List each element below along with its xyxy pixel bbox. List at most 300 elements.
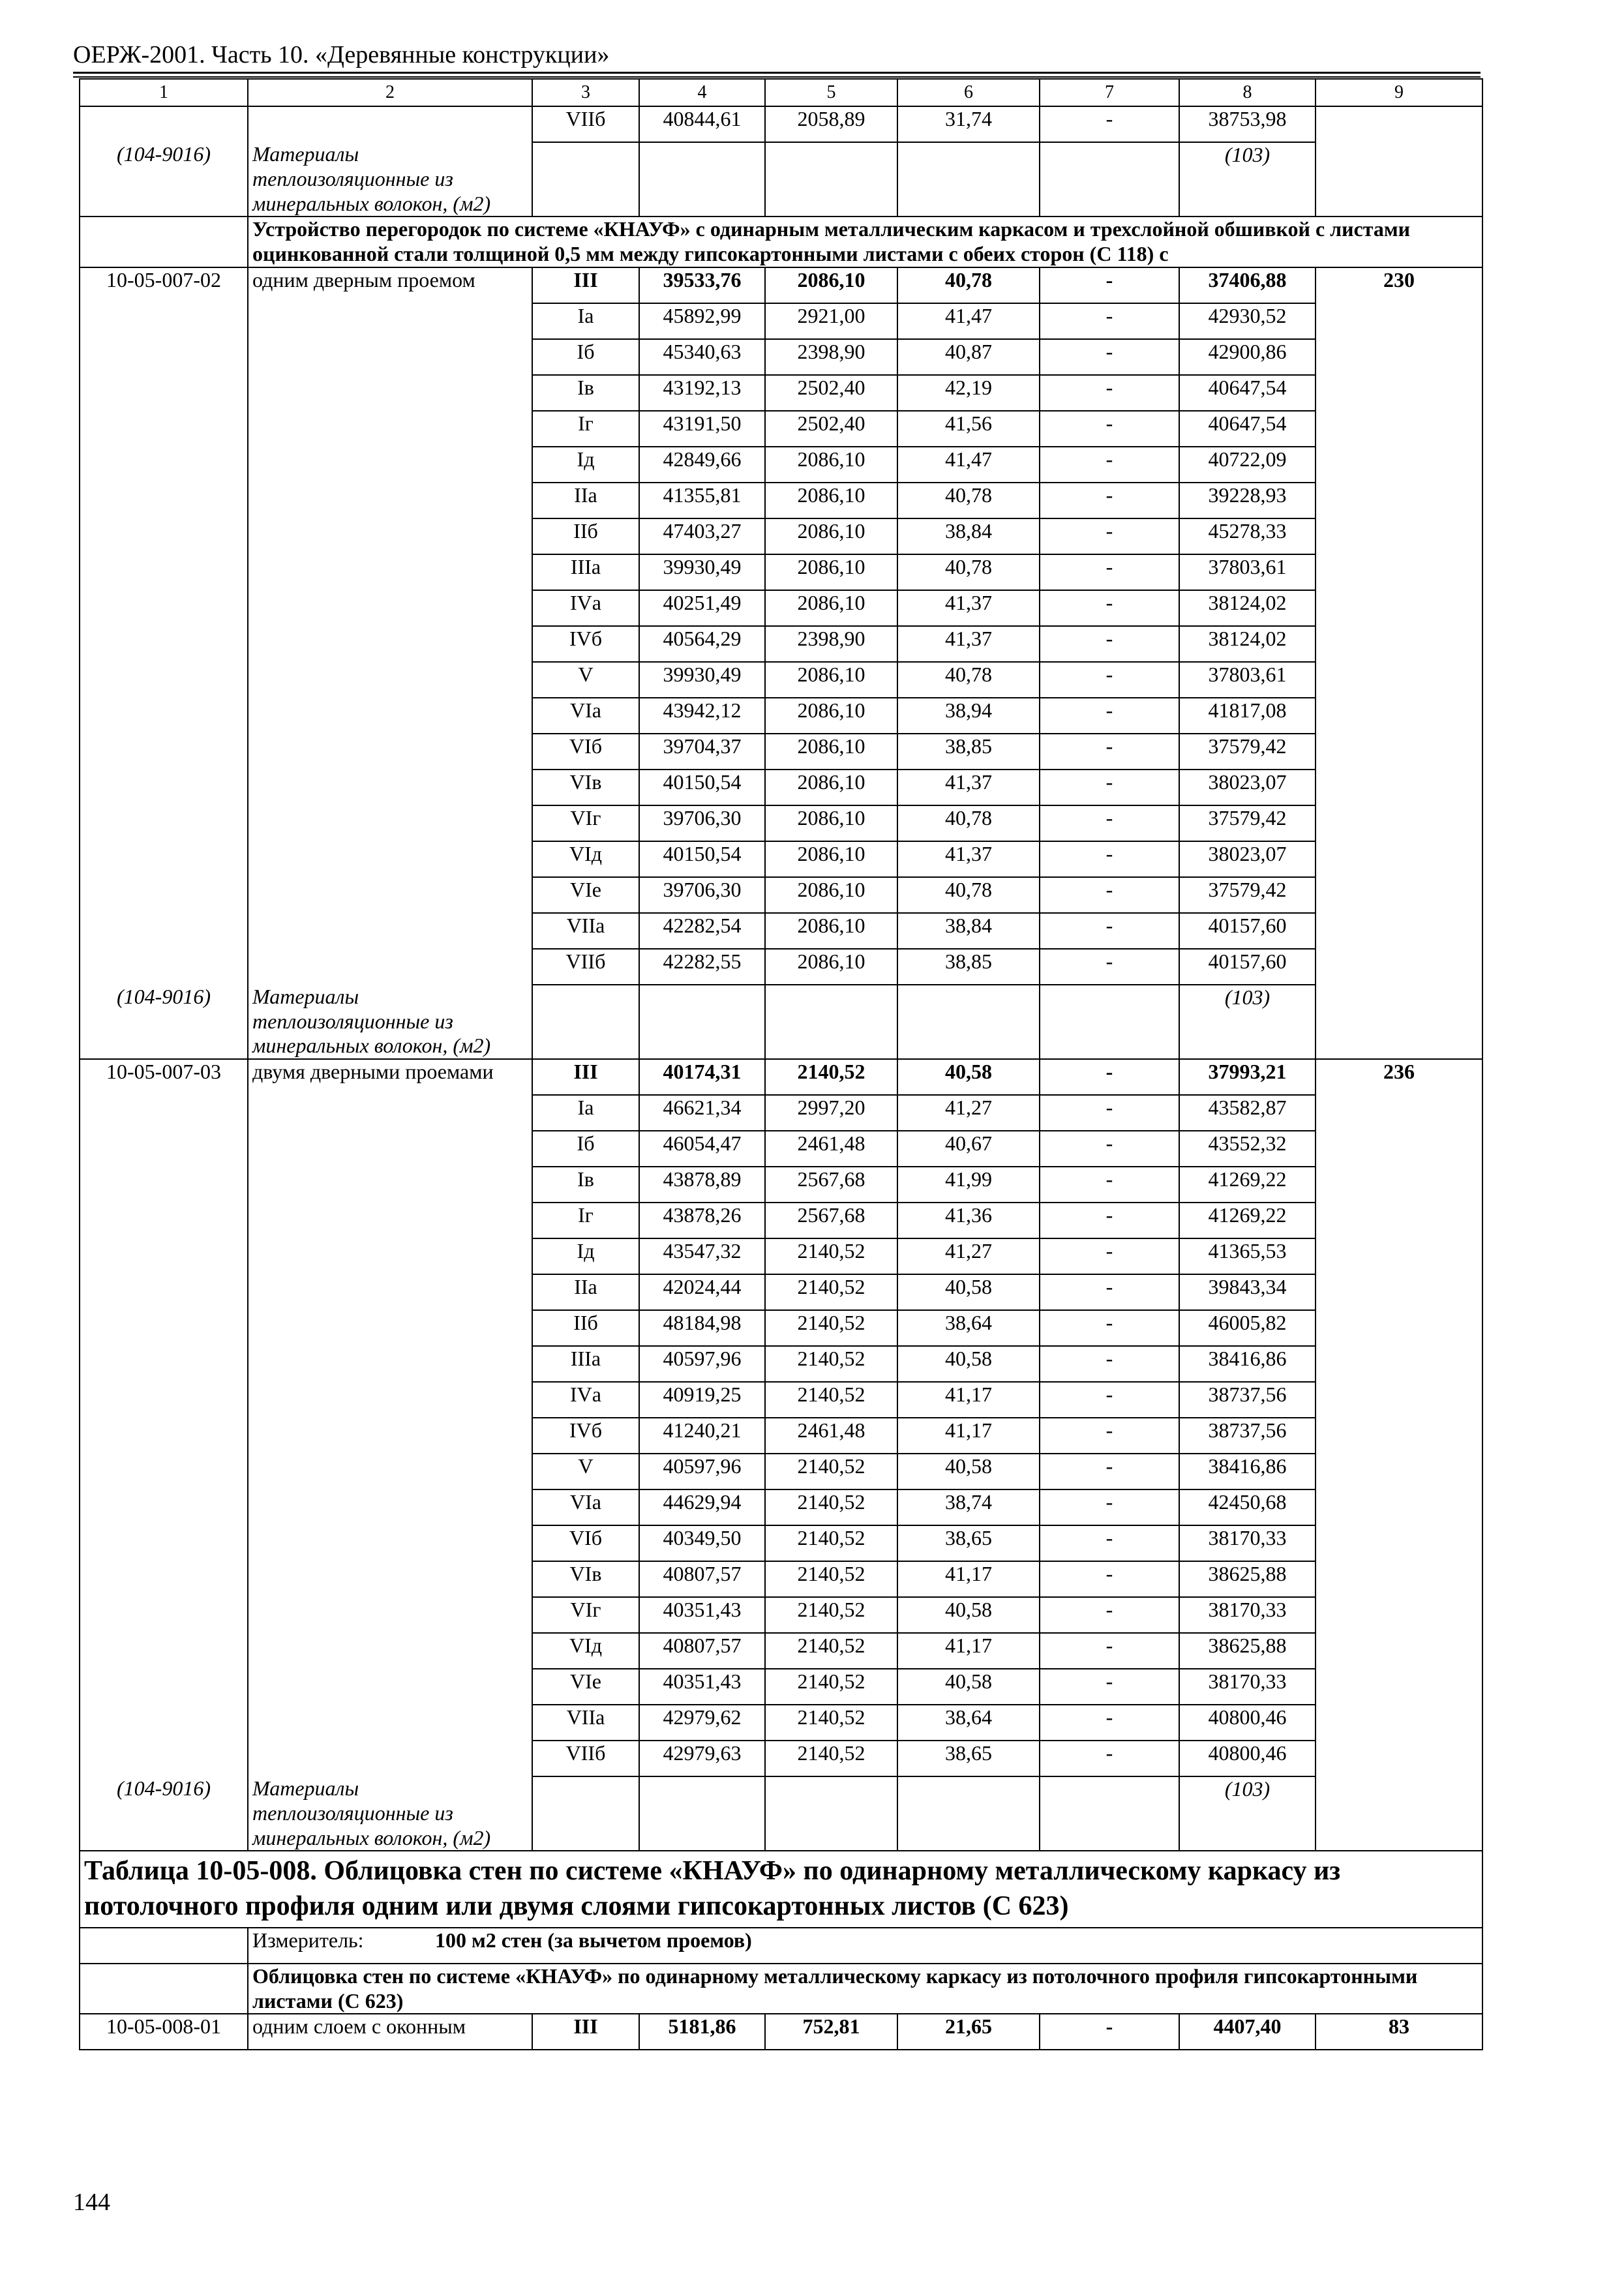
value-cell: 38416,86 [1179, 1346, 1316, 1382]
zone-cell: VIе [532, 877, 639, 913]
value-cell: - [1040, 2014, 1179, 2050]
value-cell: 38737,56 [1179, 1418, 1316, 1454]
material-row [80, 985, 1482, 1059]
value-cell: 41,99 [897, 1167, 1040, 1203]
zone-cell: III [532, 1059, 639, 1095]
material-ref: (103) [1179, 1776, 1316, 1851]
table-row [80, 590, 1482, 626]
value-cell: 42282,55 [639, 949, 765, 985]
section-title: Устройство перегородок по системе «КНАУФ» с одинарным металлическим каркасом и трехслойной обшивкой с листами оцинкованной стали толщиной 0,5 мм между гипсокартонными листами с обеих сторон (С 118) с [248, 217, 1482, 267]
value-cell: - [1040, 662, 1179, 698]
value-cell: - [1040, 375, 1179, 411]
value-cell: 40807,57 [639, 1561, 765, 1597]
value-cell: 38023,07 [1179, 770, 1316, 805]
zone-cell: VIб [532, 1525, 639, 1561]
value-cell: 38,65 [897, 1741, 1040, 1776]
value-cell: - [1040, 411, 1179, 447]
zone-cell: VIа [532, 698, 639, 734]
value-cell: 43552,32 [1179, 1131, 1316, 1167]
value-cell: 2567,68 [765, 1203, 897, 1238]
column-number-row [80, 79, 1482, 106]
table-row [80, 1238, 1482, 1274]
value-cell: 2086,10 [765, 483, 897, 518]
measure-cell [248, 1928, 1482, 1964]
value-cell: 41,47 [897, 303, 1040, 339]
item-code: 10-05-007-02 [80, 267, 248, 303]
value-cell: 40174,31 [639, 1059, 765, 1095]
material-code: (104-9016) [80, 142, 248, 217]
table-row [80, 734, 1482, 770]
value-cell: 43192,13 [639, 375, 765, 411]
value-cell: - [1040, 913, 1179, 949]
value-cell: 41365,53 [1179, 1238, 1316, 1274]
value-cell: 43878,89 [639, 1167, 765, 1203]
zone-cell: III [532, 2014, 639, 2050]
zone-cell: IIа [532, 483, 639, 518]
value-cell: 2086,10 [765, 841, 897, 877]
value-cell: 2086,10 [765, 734, 897, 770]
value-cell: 40800,46 [1179, 1705, 1316, 1741]
value-cell: 38,94 [897, 698, 1040, 734]
value-cell: 21,65 [897, 2014, 1040, 2050]
col-num: 3 [532, 79, 639, 106]
value-cell: 37406,88 [1179, 267, 1316, 303]
value-cell: 752,81 [765, 2014, 897, 2050]
value-cell: - [1040, 1454, 1179, 1489]
col-num: 7 [1040, 79, 1179, 106]
value-cell: 39228,93 [1179, 483, 1316, 518]
table-row [80, 375, 1482, 411]
value-cell: 2398,90 [765, 339, 897, 375]
value-cell: 42024,44 [639, 1274, 765, 1310]
value-cell: 45340,63 [639, 339, 765, 375]
value-cell: 5181,86 [639, 2014, 765, 2050]
value-cell: 40,78 [897, 877, 1040, 913]
table-row [80, 1633, 1482, 1669]
material-name: Материалы теплоизоляционные из минеральных волокон, (м2) [248, 1776, 532, 1851]
value-cell: 40919,25 [639, 1382, 765, 1418]
table-row [80, 1059, 1482, 1095]
value-cell: 38170,33 [1179, 1669, 1316, 1705]
value-cell: 42849,66 [639, 447, 765, 483]
value-cell: - [1040, 770, 1179, 805]
value-cell: 38,64 [897, 1705, 1040, 1741]
value-cell: 2502,40 [765, 375, 897, 411]
item-code: 10-05-007-03 [80, 1059, 248, 1095]
table-row [80, 518, 1482, 554]
table-row [80, 662, 1482, 698]
zone-cell: Iв [532, 375, 639, 411]
value-cell: 40351,43 [639, 1669, 765, 1705]
value-cell: 42979,63 [639, 1741, 765, 1776]
value-cell: - [1040, 1705, 1179, 1741]
value-cell: 2140,52 [765, 1346, 897, 1382]
zone-cell: IVа [532, 590, 639, 626]
value-cell: 2140,52 [765, 1059, 897, 1095]
value-cell: 40647,54 [1179, 375, 1316, 411]
value-cell: 43191,50 [639, 411, 765, 447]
value-cell: - [1040, 303, 1179, 339]
col-num: 8 [1179, 79, 1316, 106]
value-cell: 41269,22 [1179, 1167, 1316, 1203]
value-cell: - [1040, 805, 1179, 841]
zone-cell: VIб [532, 734, 639, 770]
value-cell: 2086,10 [765, 590, 897, 626]
value-cell: 2086,10 [765, 518, 897, 554]
value-cell: 40,58 [897, 1346, 1040, 1382]
value-cell: - [1040, 1274, 1179, 1310]
value-cell: - [1040, 877, 1179, 913]
value-cell: 43582,87 [1179, 1095, 1316, 1131]
value-cell: 2140,52 [765, 1741, 897, 1776]
zone-cell: IIIа [532, 554, 639, 590]
zone-cell: VIд [532, 1633, 639, 1669]
value-cell: 40,58 [897, 1669, 1040, 1705]
value-cell: 38,85 [897, 734, 1040, 770]
value-cell: 38625,88 [1179, 1633, 1316, 1669]
table-row [80, 1382, 1482, 1418]
value-cell: - [1040, 1310, 1179, 1346]
table-row [80, 949, 1482, 985]
material-name: Материалы теплоизоляционные из минеральных волокон, (м2) [248, 985, 532, 1059]
value-cell: 37803,61 [1179, 662, 1316, 698]
value-cell: 39706,30 [639, 805, 765, 841]
zone-cell: VIIб [532, 106, 639, 142]
value-cell: 38170,33 [1179, 1525, 1316, 1561]
item-description: двумя дверными проемами [248, 1059, 532, 1095]
value-cell: 43547,32 [639, 1238, 765, 1274]
value-cell: - [1040, 339, 1179, 375]
value-cell: 46054,47 [639, 1131, 765, 1167]
zone-cell: Iб [532, 339, 639, 375]
table-row [80, 1131, 1482, 1167]
value-cell: - [1040, 734, 1179, 770]
value-cell: 2140,52 [765, 1525, 897, 1561]
value-cell: 40564,29 [639, 626, 765, 662]
value-cell: 38124,02 [1179, 590, 1316, 626]
value-cell: 39930,49 [639, 662, 765, 698]
zone-cell: VIг [532, 1597, 639, 1633]
value-cell: 38023,07 [1179, 841, 1316, 877]
value-cell: 2502,40 [765, 411, 897, 447]
value-cell: - [1040, 267, 1179, 303]
table-row [80, 1597, 1482, 1633]
value-cell: 41269,22 [1179, 1203, 1316, 1238]
value-cell: 40,58 [897, 1059, 1040, 1095]
table-row [80, 1095, 1482, 1131]
table-row [80, 1669, 1482, 1705]
value-cell: - [1040, 1095, 1179, 1131]
table-row [80, 2014, 1482, 2050]
header-rule [73, 72, 1481, 74]
table-row [80, 106, 1482, 142]
value-cell: 39843,34 [1179, 1274, 1316, 1310]
price-table [79, 78, 1483, 2050]
value-cell: 45892,99 [639, 303, 765, 339]
zone-cell: Iг [532, 411, 639, 447]
header-rule-thin [73, 76, 1481, 78]
table-row [80, 1203, 1482, 1238]
value-cell: - [1040, 1238, 1179, 1274]
table-row [80, 1741, 1482, 1776]
table-row [80, 913, 1482, 949]
value-cell: - [1040, 1346, 1179, 1382]
table-row [80, 770, 1482, 805]
value-cell: - [1040, 1525, 1179, 1561]
zone-cell: VIа [532, 1489, 639, 1525]
zone-cell: VIIа [532, 913, 639, 949]
value-cell: 39706,30 [639, 877, 765, 913]
table-row [80, 1346, 1482, 1382]
value-cell: 40844,61 [639, 106, 765, 142]
value-cell: 2140,52 [765, 1238, 897, 1274]
col-num: 2 [248, 79, 532, 106]
zone-cell: Iв [532, 1167, 639, 1203]
table-title-row [80, 1851, 1482, 1928]
value-cell: 41240,21 [639, 1418, 765, 1454]
table-row [80, 339, 1482, 375]
value-cell: 41,17 [897, 1418, 1040, 1454]
value-cell: 2140,52 [765, 1669, 897, 1705]
value-cell: - [1040, 554, 1179, 590]
value-cell: 38,64 [897, 1310, 1040, 1346]
value-cell: 2140,52 [765, 1597, 897, 1633]
zone-cell: V [532, 662, 639, 698]
value-cell: 2086,10 [765, 662, 897, 698]
zone-cell: VIг [532, 805, 639, 841]
section-title: Облицовка стен по системе «КНАУФ» по одинарному металлическому каркасу из потолочного профиля гипсокартонными листами (С 623) [248, 1964, 1482, 2014]
value-cell: 40647,54 [1179, 411, 1316, 447]
value-cell: 40,78 [897, 483, 1040, 518]
value-cell: - [1040, 590, 1179, 626]
value-cell: - [1040, 447, 1179, 483]
measure-row [80, 1928, 1482, 1964]
value-cell: 40807,57 [639, 1633, 765, 1669]
table-row [80, 1489, 1482, 1525]
value-cell: - [1040, 626, 1179, 662]
value-cell: 37993,21 [1179, 1059, 1316, 1095]
value-cell: 40597,96 [639, 1346, 765, 1382]
value-cell: - [1040, 1059, 1179, 1095]
item-description: одним дверным проемом [248, 267, 532, 303]
value-cell: - [1040, 1418, 1179, 1454]
value-cell: 2058,89 [765, 106, 897, 142]
value-cell: 2140,52 [765, 1382, 897, 1418]
value-cell: - [1040, 483, 1179, 518]
value-cell: 45278,33 [1179, 518, 1316, 554]
table-row [80, 1167, 1482, 1203]
value-cell: 40351,43 [639, 1597, 765, 1633]
value-cell: 2140,52 [765, 1705, 897, 1741]
zone-cell: Iа [532, 303, 639, 339]
value-cell: 38,84 [897, 518, 1040, 554]
value-cell: 2086,10 [765, 913, 897, 949]
table-row [80, 1418, 1482, 1454]
table-row [80, 1310, 1482, 1346]
value-cell: 40,58 [897, 1274, 1040, 1310]
value-cell: 43942,12 [639, 698, 765, 734]
value-cell: 41,37 [897, 626, 1040, 662]
material-name: Материалы теплоизоляционные из минеральных волокон, (м2) [248, 142, 532, 217]
value-cell: 44629,94 [639, 1489, 765, 1525]
zone-cell: VIIб [532, 1741, 639, 1776]
table-row [80, 267, 1482, 303]
value-cell: 40349,50 [639, 1525, 765, 1561]
value-cell: 2140,52 [765, 1454, 897, 1489]
zone-cell: Iд [532, 1238, 639, 1274]
value-cell: - [1040, 106, 1179, 142]
zone-cell: Iг [532, 1203, 639, 1238]
value-cell: - [1040, 1561, 1179, 1597]
item-col9: 230 [1316, 267, 1482, 303]
zone-cell: IVа [532, 1382, 639, 1418]
value-cell: 41,17 [897, 1382, 1040, 1418]
value-cell: 39930,49 [639, 554, 765, 590]
value-cell: 40,87 [897, 339, 1040, 375]
value-cell: 37579,42 [1179, 805, 1316, 841]
zone-cell: VIв [532, 1561, 639, 1597]
zone-cell: VIIа [532, 1705, 639, 1741]
material-row [80, 142, 1482, 217]
value-cell: 2140,52 [765, 1489, 897, 1525]
value-cell: 4407,40 [1179, 2014, 1316, 2050]
value-cell: 39704,37 [639, 734, 765, 770]
value-cell: 46005,82 [1179, 1310, 1316, 1346]
value-cell: 40,58 [897, 1454, 1040, 1489]
value-cell: 38625,88 [1179, 1561, 1316, 1597]
value-cell: 41,37 [897, 590, 1040, 626]
value-cell: 43878,26 [639, 1203, 765, 1238]
value-cell: 46621,34 [639, 1095, 765, 1131]
measure-value: 100 м2 стен (за вычетом проемов) [435, 1928, 752, 1952]
value-cell: 42282,54 [639, 913, 765, 949]
value-cell: 42930,52 [1179, 303, 1316, 339]
table-row [80, 1561, 1482, 1597]
value-cell: 42979,62 [639, 1705, 765, 1741]
value-cell: - [1040, 1741, 1179, 1776]
value-cell: 41,17 [897, 1561, 1040, 1597]
value-cell: 2461,48 [765, 1131, 897, 1167]
value-cell: 41,56 [897, 411, 1040, 447]
value-cell: 40,78 [897, 662, 1040, 698]
value-cell: 41,27 [897, 1238, 1040, 1274]
value-cell: 2140,52 [765, 1310, 897, 1346]
value-cell: 41,27 [897, 1095, 1040, 1131]
zone-cell: IVб [532, 626, 639, 662]
zone-cell: Iд [532, 447, 639, 483]
value-cell: 2997,20 [765, 1095, 897, 1131]
value-cell: - [1040, 841, 1179, 877]
item-col9: 83 [1316, 2014, 1482, 2050]
item-col9: 236 [1316, 1059, 1482, 1095]
item-code: 10-05-008-01 [80, 2014, 248, 2050]
value-cell: 39533,76 [639, 267, 765, 303]
zone-cell: Iа [532, 1095, 639, 1131]
material-code: (104-9016) [80, 1776, 248, 1851]
value-cell: - [1040, 1597, 1179, 1633]
value-cell: 40,58 [897, 1597, 1040, 1633]
value-cell: 42450,68 [1179, 1489, 1316, 1525]
value-cell: - [1040, 1489, 1179, 1525]
zone-cell: IVб [532, 1418, 639, 1454]
zone-cell: IIб [532, 518, 639, 554]
zone-cell: V [532, 1454, 639, 1489]
value-cell: - [1040, 949, 1179, 985]
value-cell: 37803,61 [1179, 554, 1316, 590]
table-row [80, 1705, 1482, 1741]
material-ref: (103) [1179, 985, 1316, 1059]
value-cell: 2398,90 [765, 626, 897, 662]
value-cell: 40,78 [897, 267, 1040, 303]
value-cell: - [1040, 518, 1179, 554]
value-cell: - [1040, 698, 1179, 734]
value-cell: 40157,60 [1179, 949, 1316, 985]
value-cell: 38,84 [897, 913, 1040, 949]
table-row [80, 1525, 1482, 1561]
value-cell: 2086,10 [765, 698, 897, 734]
table-row [80, 877, 1482, 913]
value-cell: 41,37 [897, 770, 1040, 805]
value-cell: 40157,60 [1179, 913, 1316, 949]
zone-cell: IIа [532, 1274, 639, 1310]
value-cell: 38170,33 [1179, 1597, 1316, 1633]
value-cell: - [1040, 1633, 1179, 1669]
measure-label: Измеритель: [252, 1928, 364, 1952]
table-row [80, 1454, 1482, 1489]
zone-cell: IIIа [532, 1346, 639, 1382]
table-row [80, 303, 1482, 339]
section-row [80, 217, 1482, 267]
value-cell: 2461,48 [765, 1418, 897, 1454]
running-header: ОЕРЖ-2001. Часть 10. «Деревянные конструкции» [73, 41, 610, 68]
value-cell: 2086,10 [765, 805, 897, 841]
value-cell: 41,47 [897, 447, 1040, 483]
zone-cell: III [532, 267, 639, 303]
value-cell: 48184,98 [639, 1310, 765, 1346]
value-cell: - [1040, 1669, 1179, 1705]
value-cell: 2921,00 [765, 303, 897, 339]
value-cell: 41817,08 [1179, 698, 1316, 734]
value-cell: 38,74 [897, 1489, 1040, 1525]
table-row [80, 1274, 1482, 1310]
value-cell: 40251,49 [639, 590, 765, 626]
section-row [80, 1964, 1482, 2014]
value-cell: 38,65 [897, 1525, 1040, 1561]
value-cell: 37579,42 [1179, 734, 1316, 770]
material-ref: (103) [1179, 142, 1316, 217]
value-cell: - [1040, 1131, 1179, 1167]
value-cell: 31,74 [897, 106, 1040, 142]
value-cell: 42,19 [897, 375, 1040, 411]
col-num: 5 [765, 79, 897, 106]
value-cell: 38753,98 [1179, 106, 1316, 142]
col-num: 1 [80, 79, 248, 106]
value-cell: 42900,86 [1179, 339, 1316, 375]
col-num: 6 [897, 79, 1040, 106]
table-row [80, 554, 1482, 590]
value-cell: - [1040, 1203, 1179, 1238]
value-cell: 40,78 [897, 554, 1040, 590]
value-cell: 41,36 [897, 1203, 1040, 1238]
value-cell: 38124,02 [1179, 626, 1316, 662]
zone-cell: IIб [532, 1310, 639, 1346]
value-cell: 2086,10 [765, 770, 897, 805]
page-number: 144 [73, 2189, 110, 2216]
item-description: одним слоем с оконным [248, 2014, 532, 2050]
zone-cell: VIIб [532, 949, 639, 985]
value-cell: 40150,54 [639, 770, 765, 805]
table-row [80, 805, 1482, 841]
